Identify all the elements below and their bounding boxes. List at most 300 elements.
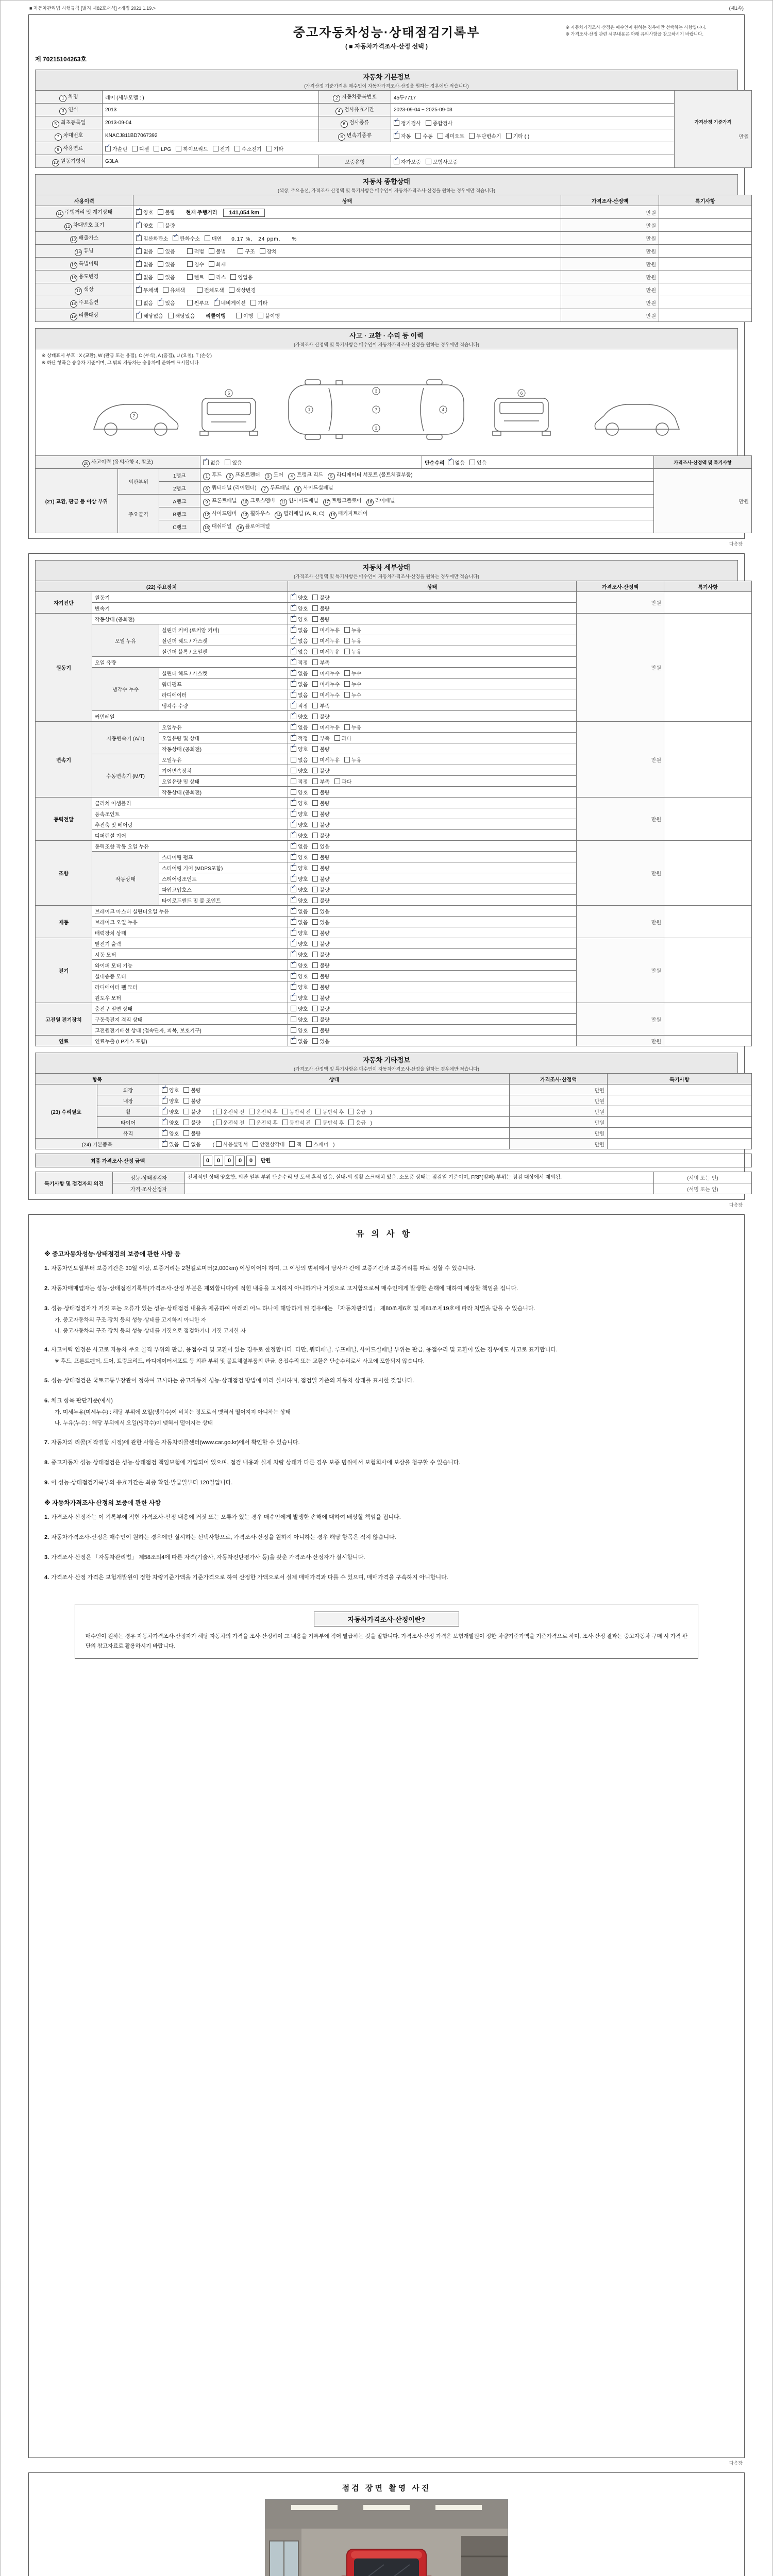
- checkbox-icon[interactable]: [312, 833, 318, 838]
- checkbox-icon[interactable]: [348, 1109, 354, 1114]
- checkbox-icon[interactable]: ✓: [203, 460, 209, 465]
- checkbox-option[interactable]: [291, 615, 308, 623]
- checkbox-option[interactable]: [344, 756, 361, 764]
- checkbox-option[interactable]: [344, 669, 361, 677]
- checkbox-icon[interactable]: ✓: [291, 908, 296, 914]
- checkbox-option[interactable]: [394, 158, 421, 165]
- checkbox-option[interactable]: [163, 286, 185, 294]
- checkbox-icon[interactable]: ✓: [214, 300, 220, 306]
- checkbox-option[interactable]: [312, 875, 329, 883]
- checkbox-icon[interactable]: [249, 1120, 255, 1125]
- opinion-sign[interactable]: (서명 또는 인): [654, 1172, 752, 1183]
- checkbox-icon[interactable]: ✓: [448, 460, 453, 465]
- checkbox-option[interactable]: [291, 658, 308, 666]
- checkbox-icon[interactable]: ✓: [291, 1038, 296, 1044]
- checkbox-option[interactable]: [187, 273, 204, 281]
- checkbox-icon[interactable]: [209, 261, 214, 267]
- checkbox-icon[interactable]: [266, 146, 272, 151]
- checkbox-option[interactable]: [197, 286, 224, 294]
- checkbox-option[interactable]: [312, 951, 329, 958]
- checkbox-option[interactable]: [291, 994, 308, 1002]
- checkbox-icon[interactable]: ✓: [136, 223, 142, 228]
- checkbox-icon[interactable]: ✓: [291, 659, 296, 665]
- checkbox-icon[interactable]: ✓: [136, 274, 142, 280]
- checkbox-option[interactable]: [394, 132, 411, 140]
- checkbox-option[interactable]: [291, 918, 308, 926]
- checkbox-icon[interactable]: [136, 300, 142, 306]
- checkbox-option[interactable]: [132, 145, 149, 152]
- checkbox-icon[interactable]: ✓: [291, 649, 296, 654]
- checkbox-option[interactable]: [183, 1129, 200, 1137]
- checkbox-option[interactable]: [136, 286, 158, 294]
- checkbox-icon[interactable]: [213, 146, 219, 151]
- checkbox-option[interactable]: [312, 821, 329, 828]
- checkbox-option[interactable]: [312, 745, 329, 753]
- checkbox-icon[interactable]: [312, 659, 318, 665]
- checkbox-option[interactable]: [162, 1129, 179, 1137]
- checkbox-icon[interactable]: [183, 1130, 189, 1136]
- checkbox-option[interactable]: [216, 1108, 244, 1115]
- checkbox-icon[interactable]: ✓: [291, 995, 296, 1001]
- checkbox-option[interactable]: [312, 983, 329, 991]
- checkbox-option[interactable]: [250, 299, 267, 307]
- checkbox-option[interactable]: [448, 456, 465, 466]
- checkbox-icon[interactable]: [209, 274, 214, 280]
- checkbox-option[interactable]: [289, 1140, 301, 1148]
- checkbox-icon[interactable]: [312, 778, 318, 784]
- checkbox-option[interactable]: [312, 626, 340, 634]
- checkbox-option[interactable]: [258, 312, 280, 319]
- checkbox-option[interactable]: [291, 829, 308, 839]
- checkbox-icon[interactable]: [187, 248, 193, 254]
- checkbox-icon[interactable]: [312, 843, 318, 849]
- checkbox-option[interactable]: [291, 1026, 308, 1034]
- checkbox-icon[interactable]: [315, 1120, 321, 1125]
- checkbox-option[interactable]: [312, 896, 329, 904]
- checkbox-option[interactable]: [291, 1015, 308, 1023]
- checkbox-option[interactable]: [315, 1118, 344, 1126]
- checkbox-option[interactable]: [162, 1118, 179, 1126]
- checkbox-option[interactable]: [312, 691, 340, 699]
- checkbox-option[interactable]: [136, 312, 163, 319]
- checkbox-option[interactable]: [291, 710, 308, 720]
- checkbox-option[interactable]: [229, 286, 256, 294]
- checkbox-icon[interactable]: [306, 1141, 312, 1147]
- checkbox-icon[interactable]: ✓: [394, 159, 399, 164]
- checkbox-icon[interactable]: [205, 235, 210, 241]
- checkbox-icon[interactable]: [187, 300, 193, 306]
- checkbox-option[interactable]: [312, 713, 329, 720]
- checkbox-icon[interactable]: ✓: [291, 638, 296, 643]
- checkbox-icon[interactable]: [158, 274, 163, 280]
- checkbox-option[interactable]: [162, 1140, 179, 1148]
- checkbox-icon[interactable]: ✓: [291, 887, 296, 892]
- checkbox-icon[interactable]: ✓: [291, 854, 296, 860]
- checkbox-icon[interactable]: [216, 1141, 222, 1147]
- checkbox-option[interactable]: [291, 896, 308, 904]
- checkbox-option[interactable]: [234, 145, 262, 152]
- checkbox-icon[interactable]: [312, 973, 318, 979]
- checkbox-icon[interactable]: ✓: [394, 120, 399, 126]
- checkbox-option[interactable]: [225, 459, 242, 466]
- checkbox-icon[interactable]: [315, 1109, 321, 1114]
- checkbox-icon[interactable]: [291, 778, 296, 784]
- checkbox-icon[interactable]: [282, 1109, 288, 1114]
- checkbox-icon[interactable]: ✓: [291, 811, 296, 817]
- checkbox-icon[interactable]: ✓: [105, 146, 111, 151]
- checkbox-icon[interactable]: ✓: [136, 209, 142, 215]
- checkbox-option[interactable]: [334, 777, 351, 785]
- checkbox-icon[interactable]: [334, 735, 340, 741]
- checkbox-icon[interactable]: [163, 287, 169, 293]
- checkbox-icon[interactable]: [312, 962, 318, 968]
- checkbox-icon[interactable]: [158, 223, 163, 228]
- checkbox-icon[interactable]: [312, 681, 318, 687]
- checkbox-icon[interactable]: [344, 627, 350, 633]
- checkbox-icon[interactable]: [154, 146, 159, 151]
- checkbox-icon[interactable]: [291, 1006, 296, 1011]
- checkbox-icon[interactable]: [312, 1038, 318, 1044]
- checkbox-icon[interactable]: [312, 995, 318, 1001]
- checkbox-option[interactable]: [291, 929, 308, 937]
- checkbox-option[interactable]: [136, 273, 153, 281]
- checkbox-option[interactable]: [306, 1140, 328, 1148]
- checkbox-icon[interactable]: [312, 1027, 318, 1033]
- checkbox-icon[interactable]: [197, 287, 203, 293]
- checkbox-icon[interactable]: ✓: [136, 287, 142, 293]
- checkbox-icon[interactable]: [312, 1006, 318, 1011]
- checkbox-icon[interactable]: [312, 952, 318, 957]
- checkbox-icon[interactable]: [234, 146, 240, 151]
- checkbox-option[interactable]: [312, 669, 340, 677]
- checkbox-icon[interactable]: [469, 460, 475, 465]
- checkbox-icon[interactable]: [344, 638, 350, 643]
- checkbox-icon[interactable]: [312, 897, 318, 903]
- checkbox-option[interactable]: [312, 810, 329, 818]
- checkbox-option[interactable]: [312, 842, 329, 850]
- checkbox-option[interactable]: [415, 132, 432, 140]
- checkbox-option[interactable]: [136, 219, 154, 229]
- checkbox-icon[interactable]: [312, 941, 318, 946]
- checkbox-option[interactable]: [291, 864, 308, 872]
- checkbox-option[interactable]: [236, 312, 253, 319]
- checkbox-icon[interactable]: ✓: [136, 313, 142, 318]
- checkbox-option[interactable]: [230, 273, 253, 281]
- checkbox-icon[interactable]: [344, 649, 350, 654]
- checkbox-icon[interactable]: [253, 1141, 258, 1147]
- checkbox-icon[interactable]: ✓: [162, 1087, 167, 1093]
- checkbox-icon[interactable]: [312, 616, 318, 622]
- checkbox-option[interactable]: [176, 145, 208, 152]
- checkbox-icon[interactable]: [312, 908, 318, 914]
- checkbox-option[interactable]: [291, 648, 308, 655]
- checkbox-option[interactable]: [162, 1097, 179, 1105]
- checkbox-option[interactable]: [158, 222, 175, 229]
- checkbox-option[interactable]: [426, 158, 458, 165]
- checkbox-option[interactable]: [291, 948, 308, 958]
- checkbox-icon[interactable]: [291, 768, 296, 773]
- checkbox-option[interactable]: [183, 1086, 200, 1094]
- checkbox-icon[interactable]: [183, 1087, 189, 1093]
- checkbox-icon[interactable]: [312, 714, 318, 719]
- checkbox-option[interactable]: [158, 247, 175, 255]
- checkbox-icon[interactable]: [312, 703, 318, 708]
- checkbox-icon[interactable]: [312, 735, 318, 741]
- checkbox-option[interactable]: [291, 972, 308, 980]
- checkbox-option[interactable]: [162, 1108, 179, 1115]
- checkbox-icon[interactable]: [312, 595, 318, 600]
- checkbox-option[interactable]: [158, 273, 175, 281]
- checkbox-option[interactable]: [312, 702, 329, 709]
- checkbox-option[interactable]: [158, 260, 175, 268]
- checkbox-icon[interactable]: [312, 800, 318, 806]
- checkbox-icon[interactable]: ✓: [291, 941, 296, 946]
- opinion-sign[interactable]: (서명 또는 인): [654, 1183, 752, 1194]
- checkbox-option[interactable]: [291, 680, 308, 688]
- checkbox-option[interactable]: [209, 260, 226, 268]
- checkbox-option[interactable]: [291, 983, 308, 991]
- checkbox-icon[interactable]: ✓: [291, 833, 296, 838]
- checkbox-option[interactable]: [312, 756, 340, 764]
- checkbox-icon[interactable]: [312, 638, 318, 643]
- checkbox-option[interactable]: [291, 788, 308, 796]
- checkbox-option[interactable]: [469, 459, 486, 466]
- checkbox-option[interactable]: [136, 299, 153, 307]
- checkbox-icon[interactable]: ✓: [291, 616, 296, 622]
- checkbox-icon[interactable]: [469, 133, 475, 139]
- checkbox-icon[interactable]: ✓: [291, 897, 296, 903]
- checkbox-option[interactable]: [291, 723, 308, 731]
- checkbox-icon[interactable]: [187, 274, 193, 280]
- checkbox-icon[interactable]: ✓: [291, 962, 296, 968]
- checkbox-option[interactable]: [315, 1108, 344, 1115]
- checkbox-option[interactable]: [183, 1140, 200, 1148]
- checkbox-option[interactable]: [344, 680, 361, 688]
- checkbox-option[interactable]: [249, 1108, 277, 1115]
- checkbox-option[interactable]: [291, 777, 308, 785]
- checkbox-option[interactable]: [203, 456, 221, 466]
- checkbox-icon[interactable]: ✓: [291, 714, 296, 719]
- checkbox-option[interactable]: [344, 691, 361, 699]
- checkbox-option[interactable]: [209, 247, 226, 255]
- checkbox-option[interactable]: [312, 658, 329, 666]
- checkbox-option[interactable]: [312, 680, 340, 688]
- checkbox-icon[interactable]: [312, 1016, 318, 1022]
- checkbox-icon[interactable]: [312, 605, 318, 611]
- checkbox-icon[interactable]: [312, 757, 318, 762]
- checkbox-icon[interactable]: ✓: [291, 681, 296, 687]
- checkbox-icon[interactable]: [312, 670, 318, 676]
- checkbox-icon[interactable]: ✓: [136, 261, 142, 267]
- checkbox-option[interactable]: [291, 637, 308, 645]
- checkbox-option[interactable]: [260, 247, 277, 255]
- checkbox-icon[interactable]: [312, 876, 318, 882]
- checkbox-icon[interactable]: [291, 1027, 296, 1033]
- checkbox-option[interactable]: [291, 604, 308, 612]
- checkbox-icon[interactable]: [183, 1120, 189, 1125]
- checkbox-icon[interactable]: [183, 1098, 189, 1104]
- checkbox-icon[interactable]: ✓: [291, 735, 296, 741]
- checkbox-option[interactable]: [291, 591, 308, 601]
- checkbox-option[interactable]: [253, 1140, 284, 1148]
- checkbox-option[interactable]: [344, 626, 361, 634]
- checkbox-option[interactable]: [312, 788, 329, 796]
- checkbox-option[interactable]: [187, 260, 204, 268]
- checkbox-option[interactable]: [183, 1118, 200, 1126]
- checkbox-icon[interactable]: [344, 757, 350, 762]
- checkbox-icon[interactable]: ✓: [291, 724, 296, 730]
- checkbox-option[interactable]: [238, 247, 255, 255]
- checkbox-option[interactable]: [291, 626, 308, 634]
- checkbox-option[interactable]: [312, 907, 329, 915]
- checkbox-icon[interactable]: [312, 822, 318, 827]
- checkbox-icon[interactable]: [312, 887, 318, 892]
- checkbox-option[interactable]: [291, 669, 308, 677]
- checkbox-option[interactable]: [291, 853, 308, 861]
- checkbox-option[interactable]: [291, 691, 308, 699]
- checkbox-option[interactable]: [105, 145, 127, 152]
- checkbox-icon[interactable]: [312, 649, 318, 654]
- checkbox-icon[interactable]: ✓: [291, 843, 296, 849]
- checkbox-icon[interactable]: [132, 146, 138, 151]
- checkbox-option[interactable]: [291, 961, 308, 969]
- checkbox-icon[interactable]: [282, 1120, 288, 1125]
- checkbox-icon[interactable]: [348, 1120, 354, 1125]
- checkbox-icon[interactable]: ✓: [291, 930, 296, 936]
- checkbox-icon[interactable]: [209, 248, 214, 254]
- checkbox-icon[interactable]: [344, 681, 350, 687]
- checkbox-option[interactable]: [213, 145, 230, 152]
- checkbox-icon[interactable]: ✓: [162, 1109, 167, 1114]
- checkbox-option[interactable]: [312, 637, 340, 645]
- checkbox-icon[interactable]: ✓: [162, 1141, 167, 1147]
- checkbox-icon[interactable]: [312, 768, 318, 773]
- checkbox-icon[interactable]: [312, 746, 318, 752]
- checkbox-icon[interactable]: ✓: [162, 1098, 167, 1104]
- checkbox-icon[interactable]: [415, 133, 421, 139]
- checkbox-icon[interactable]: [438, 133, 443, 139]
- checkbox-option[interactable]: [291, 1037, 308, 1045]
- checkbox-option[interactable]: [291, 745, 308, 753]
- checkbox-icon[interactable]: [158, 209, 163, 215]
- checkbox-option[interactable]: [136, 208, 153, 216]
- checkbox-icon[interactable]: [312, 789, 318, 795]
- checkbox-option[interactable]: [291, 810, 308, 818]
- checkbox-option[interactable]: [334, 734, 351, 742]
- checkbox-option[interactable]: [312, 723, 340, 731]
- checkbox-icon[interactable]: [258, 313, 263, 318]
- checkbox-option[interactable]: [136, 260, 153, 268]
- checkbox-option[interactable]: [348, 1118, 365, 1126]
- checkbox-icon[interactable]: ✓: [173, 235, 178, 241]
- checkbox-icon[interactable]: [344, 724, 350, 730]
- checkbox-icon[interactable]: [312, 627, 318, 633]
- checkbox-option[interactable]: [312, 594, 329, 601]
- checkbox-icon[interactable]: [426, 120, 431, 126]
- checkbox-icon[interactable]: [426, 159, 431, 164]
- checkbox-option[interactable]: [312, 1005, 329, 1012]
- checkbox-option[interactable]: [214, 299, 246, 307]
- checkbox-option[interactable]: [312, 615, 329, 623]
- checkbox-icon[interactable]: [249, 1109, 255, 1114]
- checkbox-option[interactable]: [312, 1015, 329, 1023]
- checkbox-option[interactable]: [469, 132, 501, 140]
- checkbox-icon[interactable]: [158, 261, 163, 267]
- checkbox-option[interactable]: [154, 146, 171, 152]
- checkbox-option[interactable]: [291, 886, 308, 893]
- checkbox-icon[interactable]: [312, 984, 318, 990]
- checkbox-option[interactable]: [291, 842, 308, 850]
- checkbox-option[interactable]: [187, 299, 209, 307]
- checkbox-icon[interactable]: [250, 300, 256, 306]
- checkbox-icon[interactable]: [312, 692, 318, 698]
- checkbox-icon[interactable]: ✓: [291, 746, 296, 752]
- checkbox-option[interactable]: [394, 119, 421, 127]
- checkbox-option[interactable]: [312, 940, 329, 947]
- checkbox-icon[interactable]: [344, 670, 350, 676]
- checkbox-option[interactable]: [344, 637, 361, 645]
- checkbox-option[interactable]: [216, 1118, 244, 1126]
- checkbox-option[interactable]: [312, 994, 329, 1002]
- checkbox-icon[interactable]: ✓: [136, 248, 142, 254]
- checkbox-icon[interactable]: [225, 460, 230, 465]
- checkbox-option[interactable]: [312, 929, 329, 937]
- checkbox-option[interactable]: [344, 723, 361, 731]
- checkbox-icon[interactable]: [291, 789, 296, 795]
- checkbox-option[interactable]: [291, 940, 308, 947]
- checkbox-icon[interactable]: [312, 724, 318, 730]
- checkbox-icon[interactable]: [312, 930, 318, 936]
- checkbox-icon[interactable]: ✓: [291, 984, 296, 990]
- checkbox-icon[interactable]: [216, 1120, 222, 1125]
- checkbox-icon[interactable]: [187, 261, 193, 267]
- checkbox-icon[interactable]: [291, 757, 296, 762]
- checkbox-icon[interactable]: [236, 313, 242, 318]
- checkbox-icon[interactable]: ✓: [162, 1130, 167, 1136]
- checkbox-option[interactable]: [291, 799, 308, 807]
- checkbox-option[interactable]: [312, 648, 340, 655]
- checkbox-icon[interactable]: [334, 778, 340, 784]
- checkbox-icon[interactable]: [183, 1141, 189, 1147]
- checkbox-option[interactable]: [158, 299, 175, 307]
- checkbox-option[interactable]: [312, 799, 329, 807]
- checkbox-option[interactable]: [209, 273, 226, 281]
- checkbox-icon[interactable]: [260, 248, 265, 254]
- checkbox-option[interactable]: [312, 767, 329, 774]
- checkbox-icon[interactable]: [289, 1141, 295, 1147]
- checkbox-option[interactable]: [205, 234, 222, 242]
- checkbox-icon[interactable]: ✓: [291, 627, 296, 633]
- checkbox-option[interactable]: [312, 777, 329, 785]
- checkbox-icon[interactable]: ✓: [291, 973, 296, 979]
- checkbox-option[interactable]: [173, 234, 200, 242]
- checkbox-option[interactable]: [348, 1108, 365, 1115]
- checkbox-icon[interactable]: ✓: [162, 1120, 167, 1125]
- checkbox-icon[interactable]: [229, 287, 234, 293]
- checkbox-option[interactable]: [158, 208, 175, 216]
- checkbox-option[interactable]: [312, 853, 329, 861]
- checkbox-icon[interactable]: ✓: [291, 919, 296, 925]
- checkbox-icon[interactable]: [312, 854, 318, 860]
- checkbox-option[interactable]: [312, 918, 329, 926]
- checkbox-option[interactable]: [291, 767, 308, 774]
- checkbox-icon[interactable]: ✓: [291, 670, 296, 676]
- checkbox-icon[interactable]: [216, 1109, 222, 1114]
- checkbox-option[interactable]: [162, 1086, 179, 1094]
- checkbox-option[interactable]: [136, 247, 153, 255]
- checkbox-icon[interactable]: [158, 248, 163, 254]
- checkbox-icon[interactable]: [312, 865, 318, 871]
